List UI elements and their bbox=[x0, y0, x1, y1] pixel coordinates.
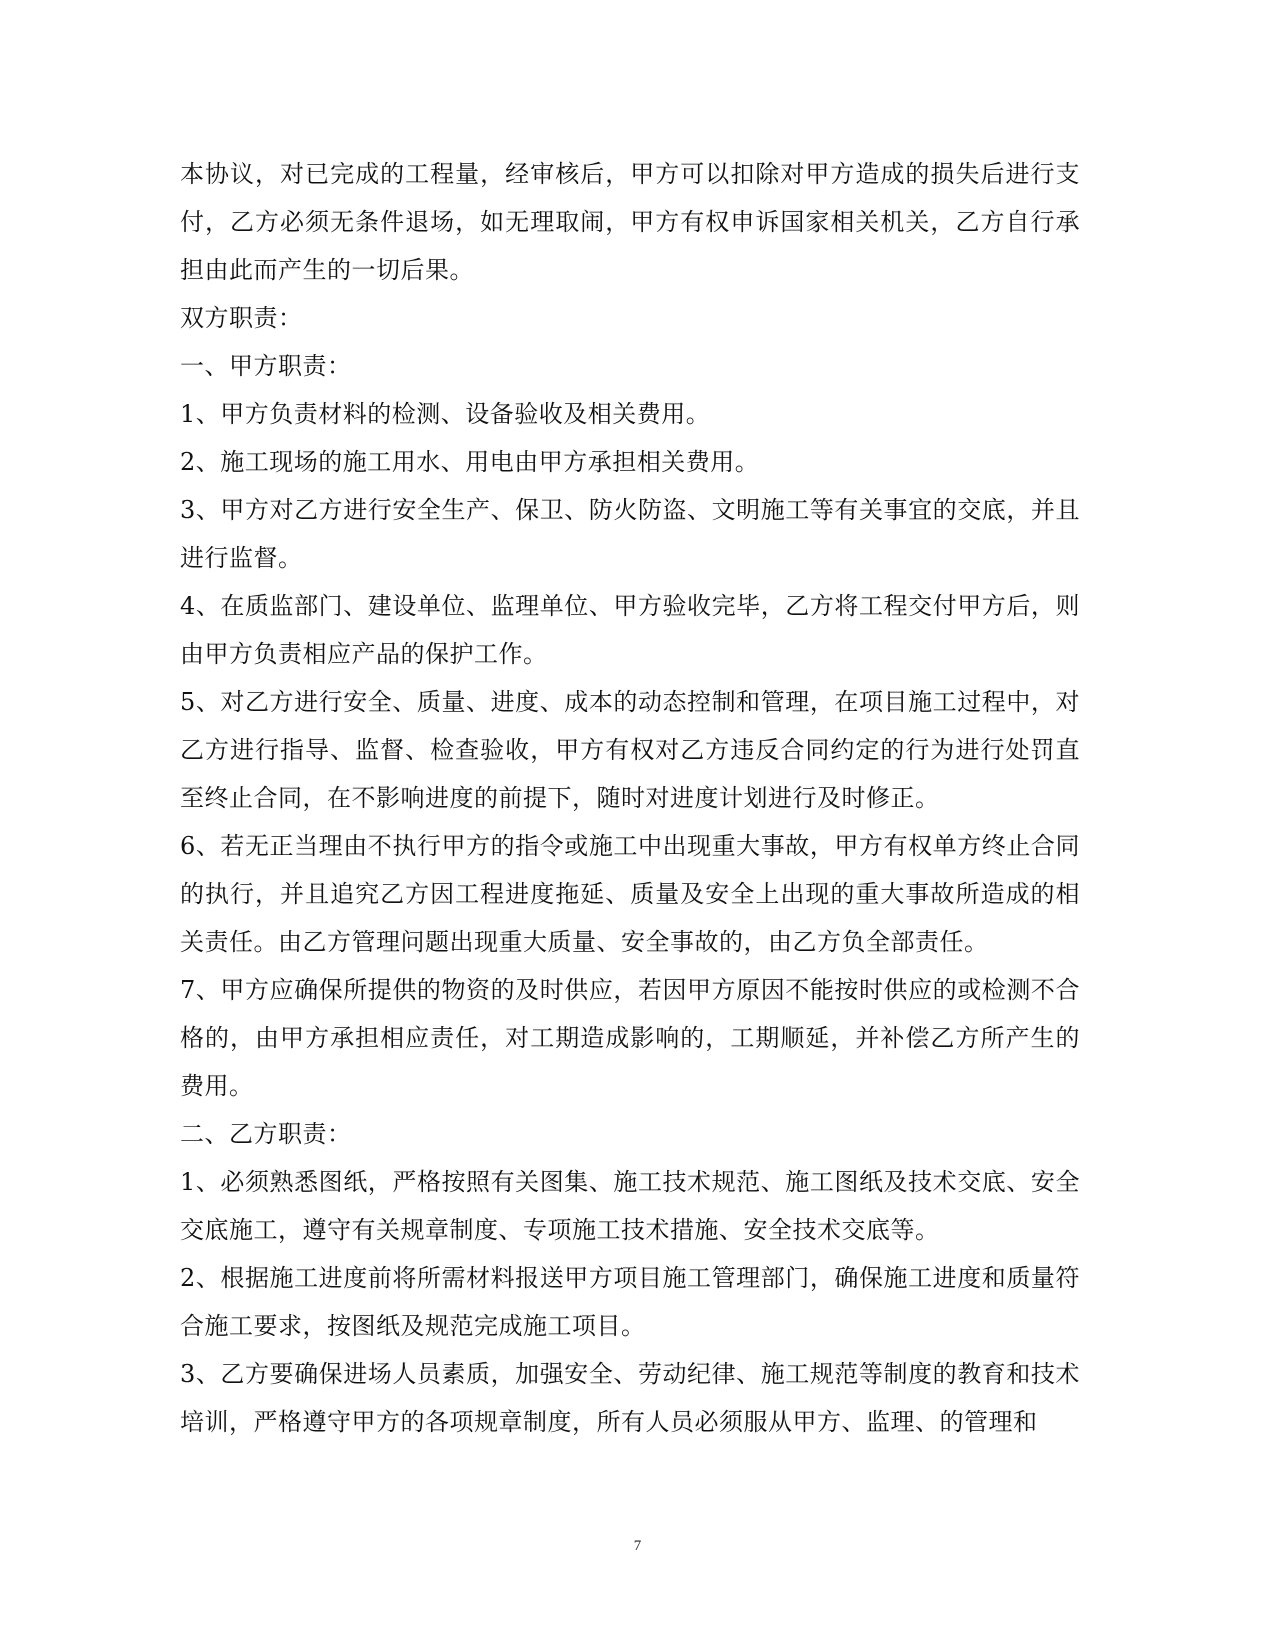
heading-party-b-duties: 二、乙方职责： bbox=[180, 1120, 352, 1148]
party-a-duty-1: 1、甲方负责材料的检测、设备验收及相关费用。 bbox=[180, 400, 711, 428]
page-number: 7 bbox=[633, 1538, 642, 1554]
document-body bbox=[180, 150, 1080, 1446]
heading-mutual-duties: 双方职责： bbox=[180, 304, 303, 332]
paragraph-continuation: 本协议，对已完成的工程量，经审核后，甲方可以扣除对甲方造成的损失后进行支付，乙方必须无条件退场，如无理取闹，甲方有权申诉国家相关机关，乙方自行承担由此而产生的一切后果。 bbox=[180, 160, 1080, 284]
party-a-duty-4: 4、在质监部门、建设单位、监理单位、甲方验收完毕，乙方将工程交付甲方后，则由甲方负责相应产品的保护工作。 bbox=[180, 592, 1080, 668]
party-b-duty-3: 3、乙方要确保进场人员素质，加强安全、劳动纪律、施工规范等制度的教育和技术培训，严格遵守甲方的各项规章制度，所有人员必须服从甲方、监理、的管理和 bbox=[180, 1360, 1080, 1436]
party-a-duty-5: 5、对乙方进行安全、质量、进度、成本的动态控制和管理，在项目施工过程中，对乙方进行指导、监督、检查验收，甲方有权对乙方违反合同约定的行为进行处罚直至终止合同，在不影响进度的前提下，随时对进度计划进行及时修正。 bbox=[180, 688, 1080, 812]
party-a-duty-3: 3、甲方对乙方进行安全生产、保卫、防火防盗、文明施工等有关事宜的交底，并且进行监督。 bbox=[180, 496, 1080, 572]
party-b-duty-2: 2、根据施工进度前将所需材料报送甲方项目施工管理部门，确保施工进度和质量符合施工要求，按图纸及规范完成施工项目。 bbox=[180, 1264, 1080, 1340]
heading-party-a-duties: 一、甲方职责： bbox=[180, 352, 352, 380]
party-a-duty-2: 2、施工现场的施工用水、用电由甲方承担相关费用。 bbox=[180, 448, 760, 476]
party-b-duty-1: 1、必须熟悉图纸，严格按照有关图集、施工技术规范、施工图纸及技术交底、安全交底施工，遵守有关规章制度、专项施工技术措施、安全技术交底等。 bbox=[180, 1168, 1080, 1244]
party-a-duty-7: 7、甲方应确保所提供的物资的及时供应，若因甲方原因不能按时供应的或检测不合格的，由甲方承担相应责任，对工期造成影响的，工期顺延，并补偿乙方所产生的费用。 bbox=[180, 976, 1080, 1100]
party-a-duty-6: 6、若无正当理由不执行甲方的指令或施工中出现重大事故，甲方有权单方终止合同的执行，并且追究乙方因工程进度拖延、质量及安全上出现的重大事故所造成的相关责任。由乙方管理问题出现重大质量、安全事故的，由乙方负全部责任。 bbox=[180, 832, 1080, 956]
